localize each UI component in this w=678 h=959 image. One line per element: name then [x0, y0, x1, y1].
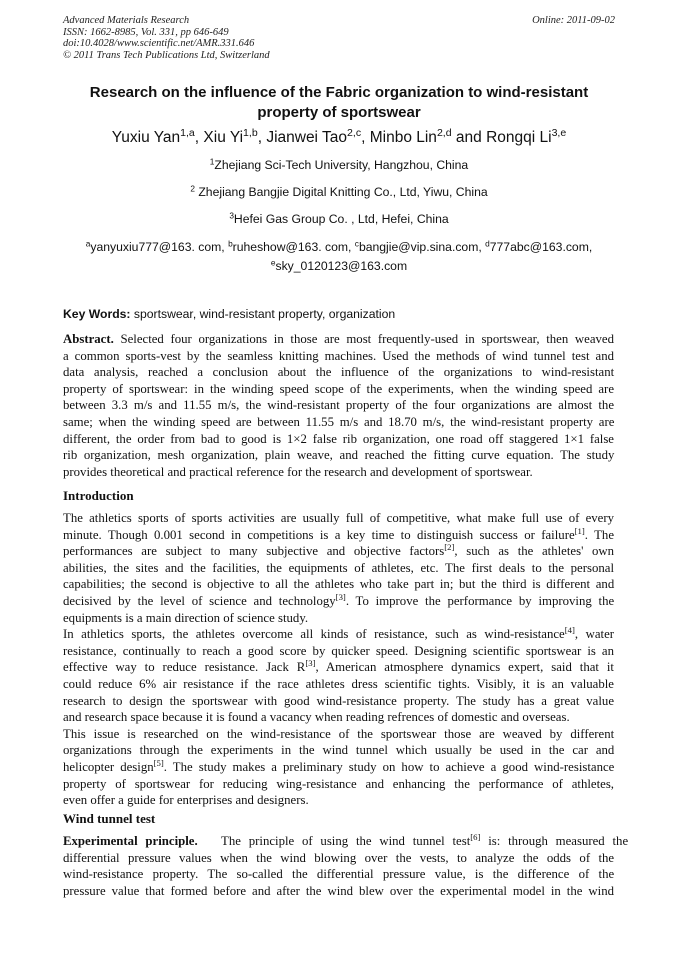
body-line: wind-resistance property. The so-called the differential pressure value, is the difference of the [63, 867, 615, 882]
online-date: Online: 2011-09-02 [532, 15, 615, 26]
section-heading-wind-tunnel-test: Wind tunnel test [63, 811, 156, 826]
body-line: could reduce 6% air resistance if the race athletes dress scientific tights. Visibly, it is an valuable [63, 676, 614, 691]
affiliation-2 [40, 185, 638, 200]
abstract [63, 331, 614, 480]
paper-title [63, 83, 615, 123]
affiliation-mark: 2 [190, 183, 195, 194]
email-address: sky_0120123@163.com [275, 259, 408, 273]
email-address: bangjie@vip.sina.com, [358, 240, 482, 254]
author-affiliation-mark: 1,a [180, 127, 195, 140]
abstract-line: different, the order from bad to good is 1×2 false rib organization, one road off staggered 1×1 false [63, 431, 614, 446]
author-name: Jianwei Tao [266, 129, 348, 146]
journal-copyright: © 2011 Trans Tech Publications Ltd, Switzerland [63, 49, 270, 61]
body-text: effective way to reduce resistance. Jack R [63, 660, 306, 675]
author-name: Rongqi Li [486, 129, 552, 146]
title-line: Research on the influence of the Fabric organization to wind-resistant [89, 84, 589, 101]
body-line: resistance, continually to reach a good score by quicker speed. Designing scientific sportswear is an [63, 643, 615, 658]
abstract-label: Abstract. [63, 332, 114, 346]
body-line [63, 759, 614, 776]
journal-doi: doi:10.4028/www.scientific.net/AMR.331.646 [63, 38, 255, 50]
affiliation-text: Zhejiang Bangjie Digital Knitting Co., Ltd, Yiwu, China [198, 185, 488, 199]
body-text: . The study makes a preliminary study on how to achieve a good wind-resistance [163, 759, 615, 774]
journal-header [63, 15, 615, 61]
citation: [2] [444, 542, 455, 553]
email-address: ruheshow@163. com, [232, 240, 352, 254]
author-affiliation-mark: 2,c [347, 127, 362, 140]
author-conjunction: and [455, 129, 482, 146]
email-list [40, 240, 638, 255]
author-name: Xiu Yi [203, 129, 244, 146]
wind-tunnel-paragraph [63, 832, 629, 899]
abstract-line: Selected four organizations in those are most frequently-used in sportswear, then weaved [120, 332, 614, 346]
body-text: The principle of using the wind tunnel test [221, 834, 471, 848]
journal-name: Advanced Materials Research [63, 15, 190, 26]
citation: [3] [305, 658, 316, 669]
email-list-cont [40, 259, 638, 274]
body-line [63, 543, 614, 560]
body-text: , American atmosphere dynamics expert, said that it [315, 660, 614, 675]
body-line: even offer a guide for enterprises and designers. [63, 793, 309, 808]
affiliation-3 [40, 212, 638, 227]
body-line [63, 527, 614, 544]
author-name: Minbo Lin [369, 129, 437, 146]
email-mark: a [85, 238, 91, 249]
body-line [63, 659, 614, 676]
author-affiliation-mark: 3,e [551, 127, 567, 140]
abstract-line: between 3.3 m/s and 11.55 m/s, the wind-resistant property of the four organizations are almost the [63, 398, 614, 413]
body-text: . To improve the performance by improving the [345, 593, 615, 608]
email-mark: b [228, 238, 233, 249]
body-line: property of sportswear for reducing wing-resistance and enhancing the performance of athletes, [63, 776, 614, 791]
body-text: is: through measured the [480, 834, 629, 848]
body-text: minute. Though 0.001 second in competitions is a key time to distinguish success or failure [63, 527, 575, 542]
affiliation-mark: 1 [209, 156, 215, 167]
abstract-line: provides theoretical and practical reference for the research and development of sportswear. [63, 464, 533, 479]
author-list: Yuxiu Yan$^{1,a}$, Xiu Yi$^{1,b}$, Jianwei Tao$^{2,c}$, Minbo Lin$^{2,d}$ and Rongqi Li$^{3,e}$ [111, 127, 567, 146]
body-line: and research space because it is found a vacancy when reading refrences of domestic and overseas. [63, 710, 570, 725]
keywords-label: Key Words: [63, 307, 131, 321]
author-affiliation-mark: 2,d [436, 127, 452, 140]
body-text: helicopter design [63, 759, 154, 774]
body-line [63, 832, 629, 850]
body-line: capabilities; the second is objective to all the athletes who take part in; but the third is different and [63, 577, 615, 592]
email-mark: c [354, 238, 359, 249]
email-address: yanyuxiu777@163. com, [90, 240, 225, 254]
abstract-line: data analysis, reached a conclusion about the influence of the organizations to wind-resistant [63, 365, 615, 380]
body-text: performances are subject to many subjective and objective factors [63, 544, 445, 559]
section-heading-introduction: Introduction [63, 488, 134, 503]
title-line: property of sportswear [257, 104, 421, 121]
body-line: research to design the sportswear with good wind-resistance property. The study has a great value [63, 693, 614, 708]
body-line: differential pressure values when the wind blowing over the vests, to analyze the odds of the [63, 850, 615, 865]
journal-issn: ISSN: 1662-8985, Vol. 331, pp 646-649 [63, 26, 229, 38]
abstract-line: property of sportswear: in the winding speed scope of the experiments, when the winding speed are [63, 381, 614, 396]
email-address: 777abc@163.com, [489, 240, 593, 254]
body-line: equipments is a main direction of science study. [63, 610, 309, 625]
citation: [5] [153, 758, 164, 769]
email-mark: e [270, 257, 276, 268]
citation: [3] [335, 592, 346, 603]
body-text: In athletics sports, the athletes overcome all kinds of resistance, such as wind-resistance [63, 627, 565, 642]
body-line: This issue is researched on the wind-resistance of the sportswear those are weaved by different [63, 726, 615, 741]
author-affiliation-mark: 1,b [243, 127, 258, 140]
body-text: , water [574, 627, 615, 642]
subsection-label: Experimental principle. [63, 834, 198, 848]
body-line: abilities, the sites and the facilities, the equipments of athletes, etc. The first deals to the personal [63, 560, 614, 575]
email-mark: d [485, 238, 490, 249]
keywords [63, 307, 623, 321]
citation: [6] [470, 832, 481, 843]
body-text: , such as the athletes' own [454, 544, 615, 559]
abstract-line: same; when the winding speed are between 11.55 m/s and 18.70 m/s, the wind-resistant property are [63, 414, 615, 429]
affiliation-1 [40, 158, 638, 173]
keywords-text: sportswear, wind-resistant property, organization [133, 307, 396, 321]
body-line: The athletics sports of sports activities are usually full of competitive, what make full use of every [63, 511, 614, 525]
affiliation-mark: 3 [229, 210, 234, 221]
author-name: Yuxiu Yan [111, 129, 181, 146]
body-line [63, 626, 614, 643]
affiliation-text: Hefei Gas Group Co. , Ltd, Hefei, China [233, 212, 449, 226]
intro-paragraph-1 [63, 510, 614, 809]
abstract-line: rib organization, mesh organization, plain weave, and reached the fitting curve equation. The study [63, 448, 615, 463]
abstract-line: a common sports-vest by the seamless knitting machines. Used the methods of wind tunnel test and [63, 348, 614, 363]
citation: [1] [574, 525, 585, 536]
affiliation-text: Zhejiang Sci-Tech University, Hangzhou, China [214, 158, 469, 172]
body-line: organizations through the experiments in the wind tunnel which usually be used in the car and [63, 743, 615, 758]
body-text: . The [584, 527, 614, 542]
body-text: decisived by the level of science and technology [63, 593, 336, 608]
citation: [4] [564, 625, 575, 636]
body-line: pressure value that formed before and after the wind blew over the experimental model in the wind [63, 883, 614, 898]
body-line [63, 593, 614, 610]
